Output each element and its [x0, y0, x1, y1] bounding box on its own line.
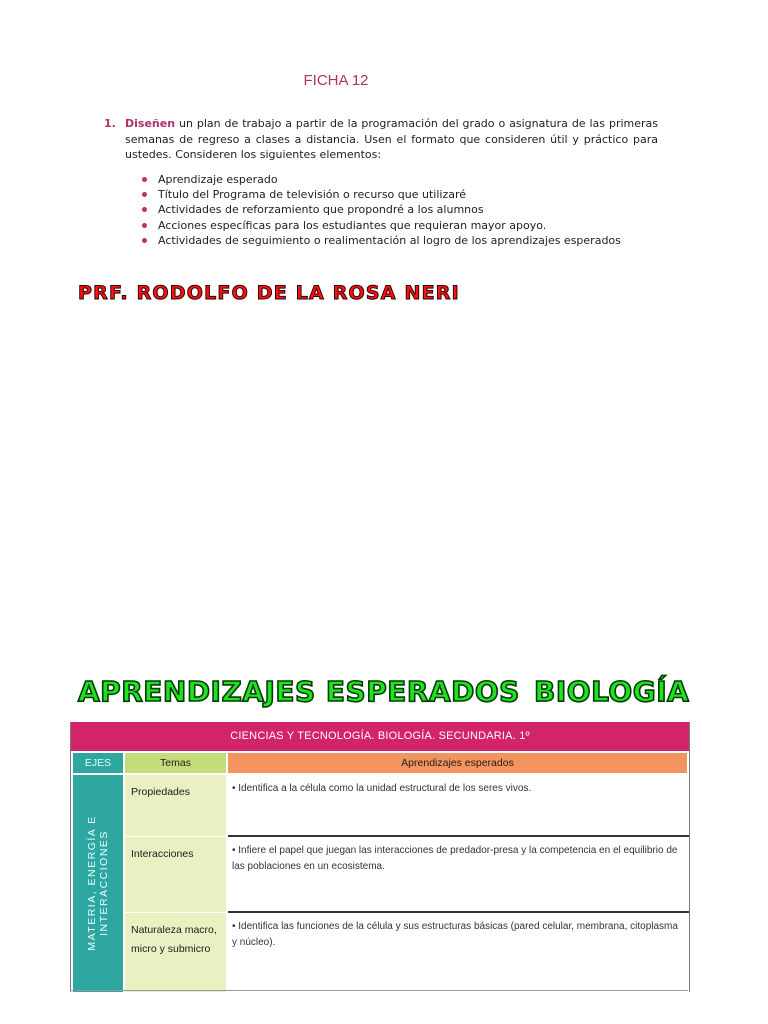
list-item: Actividades de seguimiento o realimentación al logro de los aprendizajes esperados [140, 233, 621, 248]
table-row [125, 775, 226, 836]
elements-list [140, 172, 621, 248]
list-item: Actividades de reforzamiento que propondré a los alumnos [140, 202, 621, 217]
bullet-icon [142, 192, 147, 197]
bullet-icon [142, 238, 147, 243]
instruction-number: 1. [104, 117, 116, 130]
instruction-verb: Diseñen [125, 117, 176, 130]
table-header: CIENCIAS Y TECNOLOGÍA. BIOLOGÍA. SECUNDARIA. 1º [71, 722, 689, 751]
table-row [125, 837, 226, 912]
section-title-aprendizajes: APRENDIZAJES ESPERADOS [78, 675, 520, 708]
column-header-aprendizajes: Aprendizajes esperados [228, 753, 687, 773]
tema-cell: Propiedades [131, 786, 190, 798]
author-heading: PRF. RODOLFO DE LA ROSA NERI [78, 282, 460, 304]
table-bottom-border [70, 990, 688, 991]
bullet-icon [142, 223, 147, 228]
bullet-icon [142, 177, 147, 182]
instruction-paragraph [104, 116, 658, 163]
aprendizajes-table [70, 722, 690, 992]
section-title-biologia: BIOLOGÍA [534, 675, 690, 708]
table-row [228, 913, 687, 992]
list-item: Aprendizaje esperado [140, 172, 621, 187]
list-item: Acciones específicas para los estudiantes que requieran mayor apoyo. [140, 218, 621, 233]
aprendizaje-cell: • Identifica a la célula como la unidad estructural de los seres vivos. [232, 783, 532, 794]
row-divider [228, 911, 689, 913]
eje-label: MATERIA, ENERGÍA E INTERACCIONES [86, 815, 110, 951]
tema-cell: Naturaleza macro, micro y submicro [131, 924, 217, 955]
ficha-title: FICHA 12 [303, 72, 369, 89]
row-divider [228, 835, 689, 837]
column-header-ejes: EJES [73, 753, 123, 773]
ejes-cell [73, 775, 123, 992]
aprendizaje-cell: • Identifica las funciones de la célula y sus estructuras básicas (pared celular, membrana, citoplasma y núcleo). [232, 921, 678, 948]
tema-cell: Interacciones [131, 848, 194, 860]
list-item: Título del Programa de televisión o recurso que utilizaré [140, 187, 621, 202]
table-row [228, 775, 687, 836]
bullet-icon [142, 207, 147, 212]
table-row [125, 913, 226, 992]
column-header-temas: Temas [125, 753, 226, 773]
instruction-text: un plan de trabajo a partir de la programación del grado o asignatura de las primeras semanas de regreso a clases a distancia. Usen el formato que consideren útil y práctico para ustedes. Consideren los siguientes elementos: [125, 117, 658, 161]
aprendizaje-cell: • Infiere el papel que juegan las interacciones de predador-presa y la competencia en el equilibrio de las poblaciones en un ecosistema. [232, 845, 678, 872]
table-row [228, 837, 687, 912]
